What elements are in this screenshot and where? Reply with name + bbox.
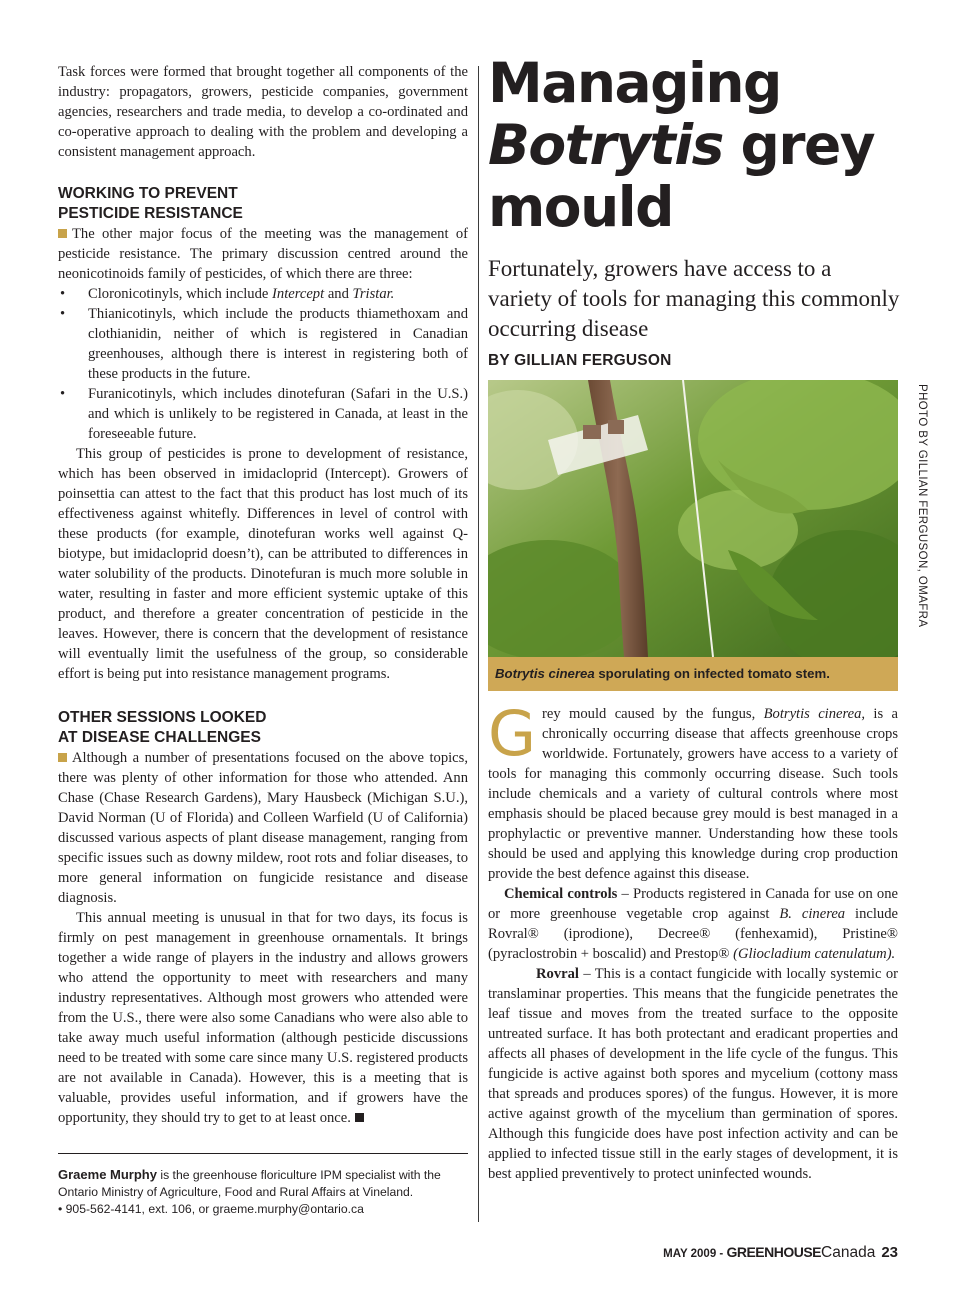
paragraph-resistance: The other major focus of the meeting was the management of pesticide resistance. The primary discussion centred around the neonicotinoids family of pesticides, of which there are three:: [58, 226, 468, 282]
article-deck: Fortunately, growers have access to a variety of tools for managing this commonly occurring disease: [488, 256, 900, 341]
square-bullet-icon: [58, 753, 67, 762]
paragraph-intro: Grey mould caused by the fungus, Botrytis cinerea, is a chronically occurring disease that affects greenhouse crops worldwide. Fortunately, growers have access to a variety of tools for managing this commonly occurring disease. Such tools include chemicals and a variety of cultural controls where most emphasis should be placed because grey mould is best managed in a prophylactic or preventive manner. Understanding how these tools should be used and applying this knowledge during crop production provide the best defence against this disease.: [488, 697, 898, 882]
article-photo: [488, 380, 898, 657]
article-title: Managing Botrytis grey mould: [488, 51, 875, 239]
page-footer: MAY 2009 - GREENHOUSECanada 23: [663, 1244, 898, 1261]
paragraph-chemical-controls: Chemical controls – Products registered in Canada for use on one or more greenhouse vegetable crop against B. cinerea include Rovral® (iprodione), Decree® (fenhexamid), Pristine® (pyraclostrobin + boscalid) and Prestop® (Gliocladium catenulatum).: [488, 886, 898, 962]
issue-date: MAY 2009 -: [663, 1248, 727, 1260]
paragraph-sessions: Although a number of presentations focused on the above topics, there was plenty of other information for those who attended. Ann Chase (Chase Research Gardens), Mary Hausbeck (Michigan S.U.), David Norman (U of Florida) and Colleen Warfield (U of California) discussed various aspects of plant disease management, ranging from specific issues such as downy mildew, root rots and foliar diseases, to more general information on fungicide resistance and disease diagnosis.: [58, 750, 468, 906]
article-body: [488, 697, 898, 1184]
intro-paragraph: Task forces were formed that brought together all components of the industry: propagators, growers, pesticide companies, government agencies, researchers and trade media, to develop a co-ordinated and co-operative approach to dealing with the problem and developing a consistent management approach.: [58, 64, 468, 160]
photo-credit: PHOTO BY GILLIAN FERGUSON, OMAFRA: [916, 384, 928, 628]
bio-divider: [58, 1153, 468, 1154]
list-item: • Cloronicotinyls, which include Intercept and Tristar.: [58, 284, 468, 304]
list-item: • Furanicotinyls, which includes dinotefuran (Safari in the U.S.) and which is unlikely to be registered in Canada, at least in the foreseeable future.: [58, 384, 468, 444]
drop-cap: G: [488, 697, 537, 770]
column-divider: [478, 66, 479, 1222]
square-bullet-icon: [58, 229, 67, 238]
magazine-name: GREENHOUSE: [726, 1244, 822, 1260]
end-mark-icon: [355, 1113, 364, 1122]
author-bio: Graeme Murphy is the greenhouse floriculture IPM specialist with the Ontario Ministry of Agriculture, Food and Rural Affairs at Vineland. • 905-562-4141, ext. 106, or graeme.murphy@ontario.ca: [58, 1167, 441, 1216]
left-column: [58, 62, 468, 1128]
tomato-stem-image: [488, 380, 898, 657]
neonicotinoid-list: [58, 284, 468, 444]
page-number: 23: [881, 1244, 898, 1261]
list-item: • Thianicotinyls, which include the products thiamethoxam and clothianidin, neither of which is registered in Canadian greenhouses, although there is interest in registering both of these products in the future.: [58, 304, 468, 384]
section-heading-other-sessions: OTHER SESSIONS LOOKED AT DISEASE CHALLENGES: [58, 709, 267, 746]
paragraph-meeting: This annual meeting is unusual in that for two days, its focus is firmly on pest management in greenhouse ornamentals. It brings together a wide range of players in the industry and allows growers who attend the opportunity to meet with researchers and many industry representatives. Although most growers who attended were from the U.S., there were also some Canadians who were also able to take away much useful information (although pesticide discussions need to be treated with some care since many U.S. registered products are not available in Canada). However, this is a meeting that is valuable, provides useful information, and if growers have the opportunity, they should try to get to at least once.: [58, 910, 468, 1126]
paragraph-rovral: Rovral – This is a contact fungicide with locally systemic or translaminar properties. This means that the fungicide penetrates the leaf tissue and moves from the treated surface to the opposite untreated surface. It has both protectant and eradicant properties and affects all phases of development in the life cycle of the fungus. This fungicide is active against both spores and mycelium (cottony mass that spreads and produces spores) of the fungus. However, it is more active against growth of the mycelium than germination of spores. Although this fungicide does have post infection activity and can be applied to infected tissue still in the early stages of development, it is best applied preventively to protect uninfected wounds.: [488, 966, 898, 1182]
article-header: [488, 52, 900, 370]
paragraph-resistance-detail: This group of pesticides is prone to development of resistance, which has been observed in imidacloprid (Intercept). Growers of poinsettia can attest to the fact that this product has lost much of its effectiveness against whitefly. Differences in level of control with these products (for example, dinotefuran works well against Q-biotype, but imidacloprid doesn’t), can be attributed to differences in water solubility of the products. Dinotefuran is much more soluble in water, resulting in faster and more efficient systemic uptake of this product, and therefore a greater concentration of pesticide in the leaves. However, there is concern that the development of resistance will eventually limit the usefulness of the group, so considerable effort is being put into resistance management programs.: [58, 446, 468, 682]
contact-info: • 905-562-4141, ext. 106, or graeme.murphy@ontario.ca: [58, 1202, 364, 1216]
byline: BY GILLIAN FERGUSON: [488, 352, 672, 369]
photo-caption: Botrytis cinerea sporulating on infected tomato stem.: [488, 657, 898, 691]
section-heading-pesticide-resistance: WORKING TO PREVENT PESTICIDE RESISTANCE: [58, 185, 243, 222]
